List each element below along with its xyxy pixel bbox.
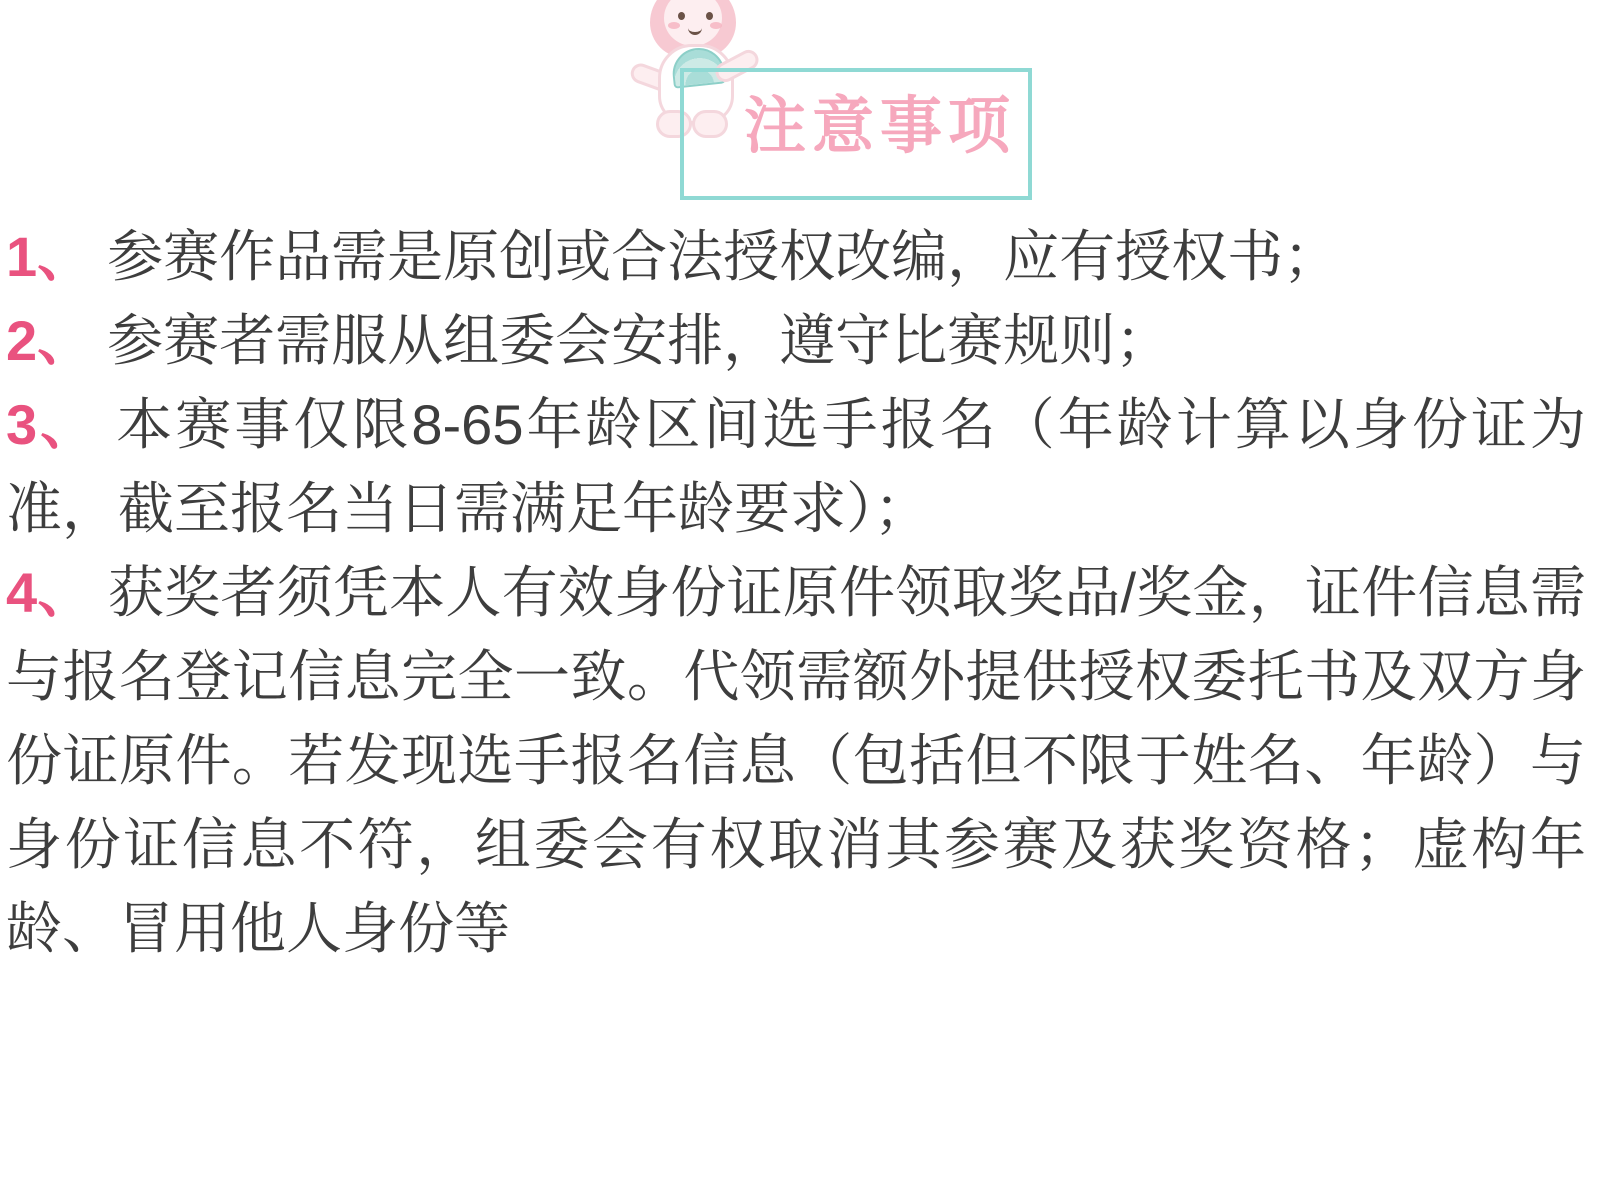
list-item [6,299,1586,383]
page-title: 注意事项 [743,92,1016,161]
list-item-number: 3 [6,393,38,456]
list-item-text: 获奖者须凭本人有效身份证原件领取奖品/奖金，证件信息需与报名登记信息完全一致。代领需额外提供授权委托书及双方身份证原件。若发现选手报名信息（包括但不限于姓名、年龄）与身份证信息不符，组委会有权取消其参赛及获奖资格；虚构年龄、冒用他人身份等 [6,561,1587,960]
list-item-text: 本赛事仅限8-65年龄区间选手报名（年龄计算以身份证为准，截至报名当日需满足年龄要求）； [6,393,1586,540]
list-item-marker: 、 [37,393,100,456]
list-item-number: 4 [6,561,38,624]
notice-list [0,215,1600,971]
notice-header [0,0,1600,215]
mascot-blush-left [668,22,680,29]
list-item [6,383,1586,551]
list-item [6,551,1586,971]
list-item-marker: 、 [37,561,94,624]
list-item-marker: 、 [37,309,94,372]
mascot-eye-right [706,12,713,20]
mascot-blush-right [710,22,722,29]
list-item [6,215,1586,299]
list-item-text: 参赛作品需是原创或合法授权改编，应有授权书； [107,225,1340,288]
mascot-eye-left [678,12,685,20]
list-item-number: 1 [6,225,38,288]
list-item-marker: 、 [37,225,94,288]
list-item-text: 参赛者需服从组委会安排，遵守比赛规则； [107,309,1172,372]
list-item-number: 2 [6,309,38,372]
